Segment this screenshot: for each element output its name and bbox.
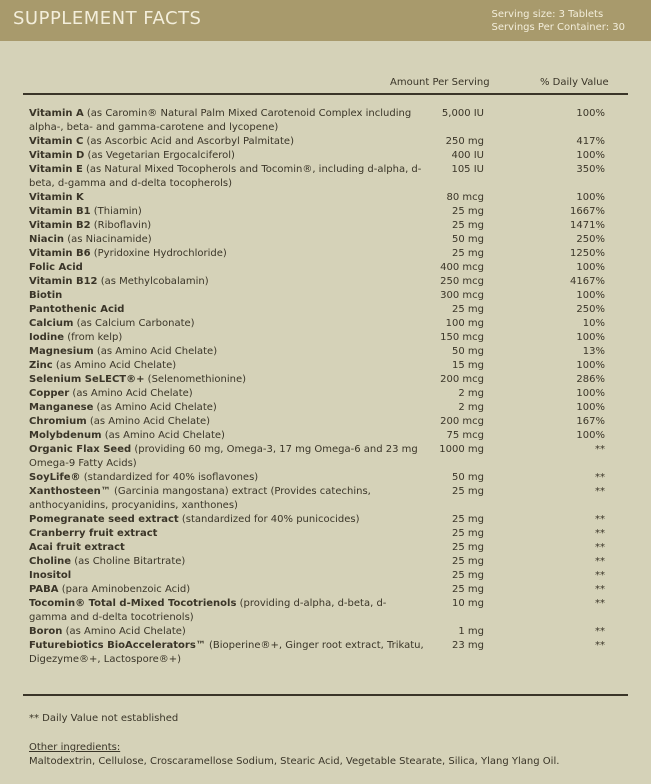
table-row	[29, 359, 629, 373]
nutrient-name: Vitamin B1	[29, 206, 91, 217]
daily-value: **	[595, 598, 605, 609]
nutrient-label	[29, 107, 424, 135]
nutrient-name: Xanthosteen™	[29, 486, 111, 497]
footnote: ** Daily Value not established	[29, 713, 179, 724]
nutrient-name: Choline	[29, 556, 72, 567]
nutrient-label	[29, 373, 424, 387]
nutrient-label	[29, 639, 424, 667]
table-row	[29, 261, 629, 275]
header-bar	[0, 0, 651, 41]
nutrient-name: Folic Acid	[29, 262, 83, 273]
daily-value: **	[595, 486, 605, 497]
nutrient-description: (as Amino Acid Chelate)	[62, 626, 186, 637]
daily-value: 167%	[576, 416, 605, 427]
daily-value: **	[595, 528, 605, 539]
daily-value: **	[595, 626, 605, 637]
nutrient-name: Selenium SeLECT®+	[29, 374, 145, 385]
nutrient-name: Boron	[29, 626, 63, 637]
nutrient-name: Vitamin E	[29, 164, 83, 175]
daily-value: 100%	[576, 388, 605, 399]
amount-value: 200 mcg	[440, 374, 484, 385]
amount-value: 105 IU	[451, 164, 484, 175]
table-row	[29, 513, 629, 527]
nutrient-label	[29, 289, 424, 303]
nutrient-description: (Garcinia mangostana) extract (Provides catechins, anthocyanidins, procyanidins, xanthones)	[29, 486, 371, 511]
nutrient-name: Magnesium	[29, 346, 94, 357]
nutrient-label	[29, 541, 424, 555]
daily-value: **	[595, 640, 605, 651]
amount-value: 10 mg	[452, 598, 484, 609]
table-row	[29, 275, 629, 289]
nutrient-description: (as Amino Acid Chelate)	[52, 360, 177, 371]
daily-value: 100%	[576, 108, 605, 119]
table-row	[29, 583, 629, 597]
daily-value: 250%	[576, 304, 605, 315]
daily-value: 1250%	[570, 248, 605, 259]
nutrient-name: Molybdenum	[29, 430, 102, 441]
daily-value: **	[595, 514, 605, 525]
supplement-table	[29, 107, 629, 667]
table-row	[29, 373, 629, 387]
nutrient-label	[29, 149, 424, 163]
daily-value: 1667%	[570, 206, 605, 217]
amount-value: 1 mg	[458, 626, 484, 637]
nutrient-label	[29, 233, 424, 247]
nutrient-name: Cranberry fruit extract	[29, 528, 158, 539]
amount-value: 15 mg	[452, 360, 484, 371]
nutrient-name: Vitamin D	[29, 150, 85, 161]
nutrient-label	[29, 303, 424, 317]
nutrient-description: (as Amino Acid Chelate)	[86, 416, 211, 427]
amount-value: 250 mcg	[440, 276, 484, 287]
nutrient-description: (providing d-alpha, d-beta, d-gamma and d-delta tocotrienols)	[29, 598, 387, 623]
nutrient-label	[29, 359, 424, 373]
nutrient-description: (Thiamin)	[90, 206, 142, 217]
nutrient-label	[29, 191, 424, 205]
nutrient-label	[29, 247, 424, 261]
nutrient-description: (as Calcium Carbonate)	[73, 318, 195, 329]
nutrient-name: SoyLife®	[29, 472, 81, 483]
amount-value: 400 IU	[451, 150, 484, 161]
table-row	[29, 331, 629, 345]
daily-value: **	[595, 542, 605, 553]
nutrient-label	[29, 317, 424, 331]
daily-value: 100%	[576, 192, 605, 203]
nutrient-label	[29, 261, 424, 275]
amount-value: 25 mg	[452, 570, 484, 581]
table-row	[29, 205, 629, 219]
daily-value: **	[595, 444, 605, 455]
nutrient-label	[29, 135, 424, 149]
nutrient-label	[29, 569, 424, 583]
table-row	[29, 443, 629, 471]
other-ingredients-text: Maltodextrin, Cellulose, Croscaramellose Sodium, Stearic Acid, Vegetable Stearate, Silica, Ylang Ylang Oil.	[29, 756, 560, 767]
nutrient-description: (standardized for 40% punicocides)	[178, 514, 360, 525]
amount-value: 5,000 IU	[441, 108, 484, 119]
nutrient-name: Vitamin C	[29, 136, 84, 147]
amount-value: 200 mcg	[440, 416, 484, 427]
nutrient-name: Pantothenic Acid	[29, 304, 125, 315]
nutrient-label	[29, 345, 424, 359]
nutrient-label	[29, 219, 424, 233]
nutrient-name: Inositol	[29, 570, 72, 581]
amount-value: 75 mcg	[446, 430, 484, 441]
table-row	[29, 625, 629, 639]
table-row	[29, 555, 629, 569]
table-row	[29, 219, 629, 233]
nutrient-description: (Pyridoxine Hydrochloride)	[90, 248, 227, 259]
nutrient-name: Vitamin B2	[29, 220, 91, 231]
nutrient-name: Acai fruit extract	[29, 542, 125, 553]
nutrient-name: PABA	[29, 584, 59, 595]
table-row	[29, 247, 629, 261]
amount-value: 2 mg	[458, 388, 484, 399]
nutrient-description: (as Niacinamide)	[64, 234, 152, 245]
table-row	[29, 135, 629, 149]
nutrient-name: Pomegranate seed extract	[29, 514, 179, 525]
bottom-divider	[23, 694, 628, 696]
table-row	[29, 191, 629, 205]
amount-value: 25 mg	[452, 542, 484, 553]
daily-value: 286%	[576, 374, 605, 385]
nutrient-name: Futurebiotics BioAccelerators™	[29, 640, 206, 651]
amount-value: 25 mg	[452, 556, 484, 567]
amount-value: 25 mg	[452, 206, 484, 217]
amount-value: 25 mg	[452, 528, 484, 539]
nutrient-name: Vitamin K	[29, 192, 84, 203]
amount-value: 400 mcg	[440, 262, 484, 273]
serving-info	[492, 8, 625, 34]
nutrient-description: (as Amino Acid Chelate)	[69, 388, 193, 399]
amount-column-header: Amount Per Serving	[390, 77, 490, 88]
daily-value: 4167%	[570, 276, 605, 287]
nutrient-name: Iodine	[29, 332, 65, 343]
daily-value: **	[595, 570, 605, 581]
nutrient-description: (as Amino Acid Chelate)	[93, 346, 218, 357]
serving-size: Serving size: 3 Tablets	[491, 9, 604, 20]
nutrient-name: Vitamin A	[29, 108, 84, 119]
nutrient-label	[29, 443, 424, 471]
nutrient-description: (as Amino Acid Chelate)	[101, 430, 225, 441]
amount-value: 25 mg	[452, 514, 484, 525]
table-row	[29, 569, 629, 583]
amount-value: 25 mg	[452, 584, 484, 595]
daily-value: 100%	[576, 262, 605, 273]
table-row	[29, 387, 629, 401]
table-row	[29, 401, 629, 415]
nutrient-name: Vitamin B6	[29, 248, 91, 259]
table-row	[29, 485, 629, 513]
table-row	[29, 471, 629, 485]
daily-value: 100%	[576, 360, 605, 371]
page-title: SUPPLEMENT FACTS	[13, 8, 202, 29]
nutrient-label	[29, 471, 424, 485]
nutrient-label	[29, 513, 424, 527]
nutrient-description: (para Aminobenzoic Acid)	[58, 584, 191, 595]
nutrient-description: (as Ascorbic Acid and Ascorbyl Palmitate)	[83, 136, 294, 147]
amount-value: 25 mg	[452, 304, 484, 315]
amount-value: 2 mg	[458, 402, 484, 413]
amount-value: 1000 mg	[439, 444, 484, 455]
nutrient-label	[29, 597, 424, 625]
nutrient-description: (as Natural Mixed Tocopherols and Tocomin®, including d-alpha, d-beta, d-gamma and d-delta tocopherols)	[29, 164, 422, 189]
nutrient-label	[29, 625, 424, 639]
nutrient-label	[29, 527, 424, 541]
table-row	[29, 527, 629, 541]
nutrient-description: (as Amino Acid Chelate)	[93, 402, 217, 413]
amount-value: 50 mg	[452, 346, 484, 357]
daily-value: **	[595, 556, 605, 567]
daily-value: 350%	[576, 164, 605, 175]
table-row	[29, 107, 629, 135]
daily-value: 100%	[576, 430, 605, 441]
amount-value: 50 mg	[452, 234, 484, 245]
nutrient-name: Copper	[29, 388, 70, 399]
amount-value: 25 mg	[452, 220, 484, 231]
amount-value: 100 mg	[445, 318, 484, 329]
table-row	[29, 429, 629, 443]
dv-column-header: % Daily Value	[540, 77, 609, 88]
amount-value: 23 mg	[452, 640, 484, 651]
table-row	[29, 597, 629, 625]
nutrient-label	[29, 331, 424, 345]
daily-value: 417%	[576, 136, 605, 147]
daily-value: 100%	[576, 402, 605, 413]
nutrient-description: (standardized for 40% isoflavones)	[80, 472, 259, 483]
nutrient-name: Biotin	[29, 290, 63, 301]
nutrient-name: Tocomin® Total d-Mixed Tocotrienols	[29, 598, 237, 609]
table-row	[29, 233, 629, 247]
amount-value: 300 mcg	[440, 290, 484, 301]
nutrient-name: Vitamin B12	[29, 276, 98, 287]
nutrient-description: (as Caromin® Natural Palm Mixed Carotenoid Complex including alpha-, beta- and gamma-carotene and lycopene)	[29, 108, 412, 133]
amount-value: 25 mg	[452, 486, 484, 497]
table-row	[29, 317, 629, 331]
nutrient-label	[29, 275, 424, 289]
table-row	[29, 415, 629, 429]
top-divider	[23, 93, 628, 95]
daily-value: 1471%	[570, 220, 605, 231]
nutrient-name: Chromium	[29, 416, 87, 427]
nutrient-description: (Selenomethionine)	[144, 374, 247, 385]
nutrient-name: Zinc	[29, 360, 53, 371]
table-row	[29, 345, 629, 359]
daily-value: 100%	[576, 332, 605, 343]
nutrient-name: Manganese	[29, 402, 94, 413]
amount-value: 250 mg	[445, 136, 484, 147]
nutrient-description: (from kelp)	[64, 332, 123, 343]
nutrient-label	[29, 163, 424, 191]
nutrient-description: (as Methylcobalamin)	[97, 276, 209, 287]
amount-value: 80 mcg	[446, 192, 484, 203]
nutrient-description: (providing 60 mg, Omega-3, 17 mg Omega-6 and 23 mg Omega-9 Fatty Acids)	[29, 444, 418, 469]
daily-value: 250%	[576, 234, 605, 245]
nutrient-label	[29, 415, 424, 429]
nutrient-description: (as Vegetarian Ergocalciferol)	[84, 150, 235, 161]
daily-value: **	[595, 584, 605, 595]
amount-value: 25 mg	[452, 248, 484, 259]
nutrient-name: Organic Flax Seed	[29, 444, 132, 455]
nutrient-name: Calcium	[29, 318, 74, 329]
nutrient-label	[29, 401, 424, 415]
nutrient-description: (Riboflavin)	[90, 220, 152, 231]
nutrient-name: Niacin	[29, 234, 65, 245]
nutrient-label	[29, 485, 424, 513]
daily-value: 10%	[582, 318, 605, 329]
table-row	[29, 289, 629, 303]
daily-value: **	[595, 472, 605, 483]
daily-value: 13%	[582, 346, 605, 357]
table-row	[29, 303, 629, 317]
table-row	[29, 639, 629, 667]
table-row	[29, 163, 629, 191]
nutrient-label	[29, 429, 424, 443]
daily-value: 100%	[576, 290, 605, 301]
nutrient-label	[29, 205, 424, 219]
nutrient-label	[29, 387, 424, 401]
amount-value: 50 mg	[452, 472, 484, 483]
daily-value: 100%	[576, 150, 605, 161]
nutrient-description: (as Choline Bitartrate)	[71, 556, 186, 567]
table-row	[29, 149, 629, 163]
amount-value: 150 mcg	[440, 332, 484, 343]
nutrient-label	[29, 583, 424, 597]
servings-per-container: Servings Per Container: 30	[491, 22, 625, 33]
nutrient-label	[29, 555, 424, 569]
nutrient-description: (Bioperine®+, Ginger root extract, Trikatu, Digezyme®+, Lactospore®+)	[29, 640, 424, 665]
table-row	[29, 541, 629, 555]
other-ingredients-label: Other ingredients:	[29, 742, 121, 753]
